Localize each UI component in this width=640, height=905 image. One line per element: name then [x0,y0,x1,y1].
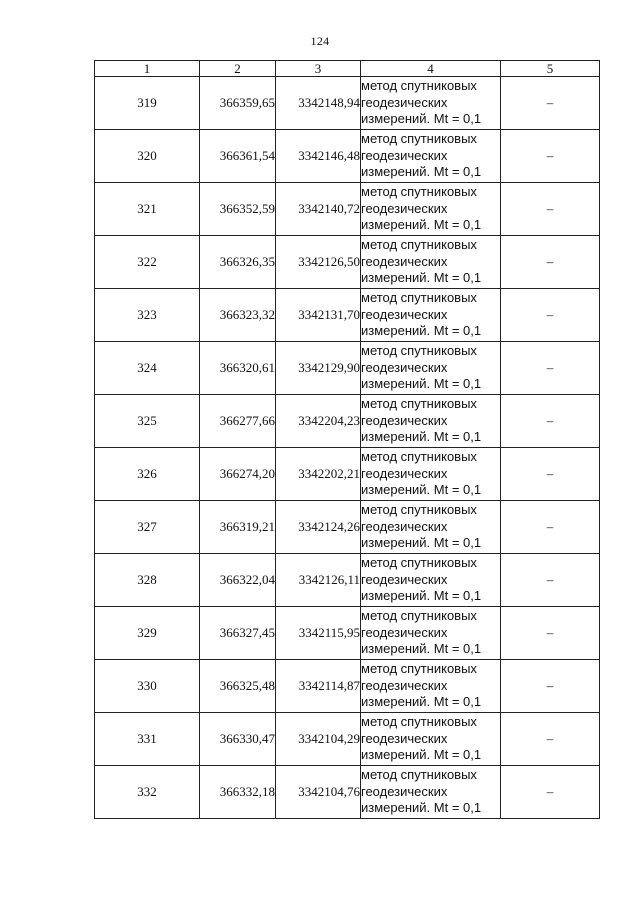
note-cell: – [501,607,600,660]
x-coordinate-cell: 366323,32 [200,289,276,342]
method-text-line: геодезических [361,571,448,587]
method-cell [361,607,501,660]
x-coordinate-cell: 366330,47 [200,713,276,766]
method-text-line: геодезических [361,624,448,640]
page-number: 124 [310,34,330,48]
y-coordinate-cell: 3342146,48 [276,130,361,183]
method-text-line: измерений. Mt = 0,1 [361,535,482,551]
y-coordinate-cell: 3342148,94 [276,77,361,130]
table-header-row [95,61,600,77]
method-text-line: геодезических [361,730,448,746]
method-text-line: метод спутниковых [361,661,477,677]
x-coordinate-cell: 366359,65 [200,77,276,130]
method-cell [361,554,501,607]
table-row [95,183,600,236]
table-row [95,501,600,554]
method-cell [361,236,501,289]
method-cell [361,660,501,713]
x-coordinate-cell: 366325,48 [200,660,276,713]
point-number-cell: 325 [95,395,200,448]
table-row [95,607,600,660]
note-cell: – [501,395,600,448]
y-coordinate-cell: 3342202,21 [276,448,361,501]
y-coordinate-cell: 3342115,95 [276,607,361,660]
y-coordinate-cell: 3342140,72 [276,183,361,236]
table-row [95,554,600,607]
method-text-line: измерений. Mt = 0,1 [361,111,482,127]
x-coordinate-cell: 366361,54 [200,130,276,183]
method-text-line: метод спутниковых [361,237,477,253]
point-number-cell: 326 [95,448,200,501]
x-coordinate-cell: 366322,04 [200,554,276,607]
table-row [95,130,600,183]
y-coordinate-cell: 3342104,76 [276,766,361,819]
x-coordinate-cell: 366320,61 [200,342,276,395]
method-text-line: геодезических [361,412,448,428]
point-number-cell: 327 [95,501,200,554]
method-cell [361,448,501,501]
y-coordinate-cell: 3342126,50 [276,236,361,289]
y-coordinate-cell: 3342124,26 [276,501,361,554]
header-col-1: 1 [95,61,200,77]
point-number-cell: 322 [95,236,200,289]
point-number-cell: 328 [95,554,200,607]
table-row [95,77,600,130]
table-row [95,660,600,713]
y-coordinate-cell: 3342126,11 [276,554,361,607]
y-coordinate-cell: 3342204,23 [276,395,361,448]
method-text-line: измерений. Mt = 0,1 [361,694,482,710]
point-number-cell: 332 [95,766,200,819]
method-text-line: измерений. Mt = 0,1 [361,800,482,816]
method-text-line: геодезических [361,677,448,693]
method-text-line: геодезических [361,200,448,216]
method-text-line: измерений. Mt = 0,1 [361,588,482,604]
note-cell: – [501,554,600,607]
point-number-cell: 321 [95,183,200,236]
table-row [95,448,600,501]
point-number-cell: 330 [95,660,200,713]
table-body [95,77,600,819]
method-text-line: метод спутниковых [361,555,477,571]
point-number-cell: 323 [95,289,200,342]
method-text-line: измерений. Mt = 0,1 [361,641,482,657]
note-cell: – [501,501,600,554]
method-cell [361,713,501,766]
method-text-line: метод спутниковых [361,78,477,94]
y-coordinate-cell: 3342104,29 [276,713,361,766]
method-text-line: метод спутниковых [361,714,477,730]
method-text-line: измерений. Mt = 0,1 [361,747,482,763]
table-row [95,395,600,448]
note-cell: – [501,77,600,130]
method-text-line: геодезических [361,147,448,163]
method-text-line: измерений. Mt = 0,1 [361,217,482,233]
method-text-line: метод спутниковых [361,449,477,465]
note-cell: – [501,448,600,501]
x-coordinate-cell: 366326,35 [200,236,276,289]
header-col-5: 5 [501,61,600,77]
table-row [95,342,600,395]
method-text-line: геодезических [361,253,448,269]
method-cell [361,289,501,342]
point-number-cell: 324 [95,342,200,395]
method-text-line: метод спутниковых [361,608,477,624]
method-text-line: измерений. Mt = 0,1 [361,323,482,339]
table-row [95,713,600,766]
header-col-4: 4 [361,61,501,77]
coordinates-table [94,60,600,819]
method-text-line: измерений. Mt = 0,1 [361,270,482,286]
y-coordinate-cell: 3342114,87 [276,660,361,713]
method-text-line: геодезических [361,518,448,534]
method-text-line: геодезических [361,94,448,110]
method-cell [361,183,501,236]
note-cell: – [501,236,600,289]
x-coordinate-cell: 366327,45 [200,607,276,660]
method-text-line: измерений. Mt = 0,1 [361,164,482,180]
y-coordinate-cell: 3342131,70 [276,289,361,342]
x-coordinate-cell: 366274,20 [200,448,276,501]
note-cell: – [501,660,600,713]
method-cell [361,766,501,819]
method-text-line: метод спутниковых [361,131,477,147]
method-text-line: геодезических [361,783,448,799]
method-text-line: геодезических [361,306,448,322]
x-coordinate-cell: 366277,66 [200,395,276,448]
method-text-line: измерений. Mt = 0,1 [361,376,482,392]
point-number-cell: 319 [95,77,200,130]
note-cell: – [501,183,600,236]
method-text-line: метод спутниковых [361,290,477,306]
table-row [95,766,600,819]
note-cell: – [501,766,600,819]
method-cell [361,395,501,448]
note-cell: – [501,342,600,395]
point-number-cell: 331 [95,713,200,766]
method-cell [361,342,501,395]
note-cell: – [501,289,600,342]
method-cell [361,130,501,183]
method-text-line: метод спутниковых [361,184,477,200]
x-coordinate-cell: 366332,18 [200,766,276,819]
header-col-2: 2 [200,61,276,77]
method-cell [361,77,501,130]
table-row [95,289,600,342]
header-col-3: 3 [276,61,361,77]
y-coordinate-cell: 3342129,90 [276,342,361,395]
point-number-cell: 320 [95,130,200,183]
note-cell: – [501,130,600,183]
x-coordinate-cell: 366352,59 [200,183,276,236]
method-text-line: геодезических [361,359,448,375]
note-cell: – [501,713,600,766]
x-coordinate-cell: 366319,21 [200,501,276,554]
method-text-line: метод спутниковых [361,502,477,518]
method-text-line: измерений. Mt = 0,1 [361,429,482,445]
method-text-line: измерений. Mt = 0,1 [361,482,482,498]
method-text-line: метод спутниковых [361,396,477,412]
method-text-line: метод спутниковых [361,767,477,783]
table-row [95,236,600,289]
point-number-cell: 329 [95,607,200,660]
method-cell [361,501,501,554]
method-text-line: метод спутниковых [361,343,477,359]
method-text-line: геодезических [361,465,448,481]
